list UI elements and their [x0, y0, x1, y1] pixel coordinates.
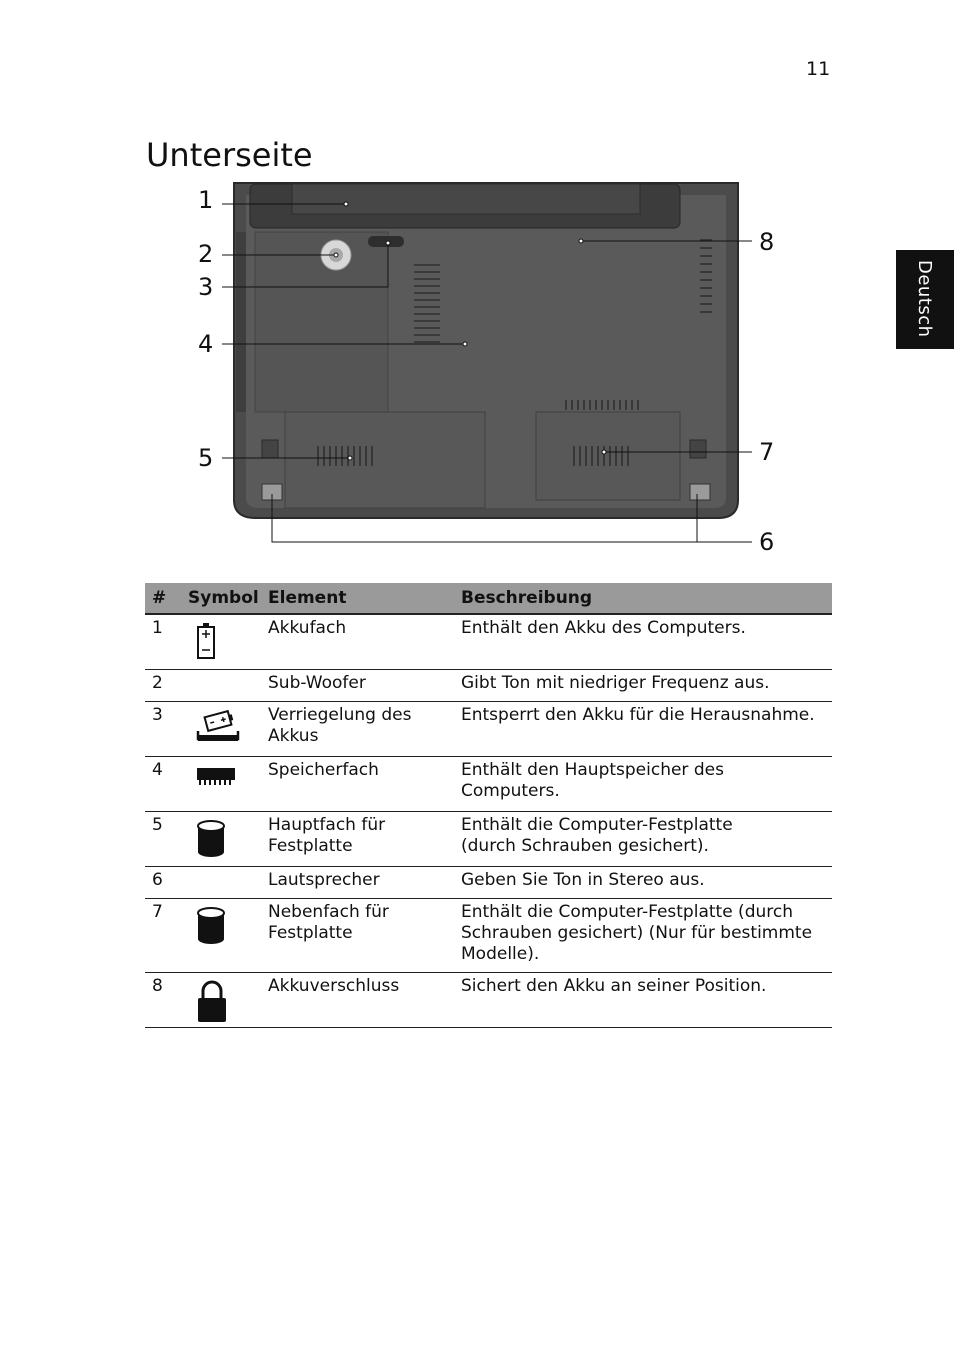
callout-2: 2	[198, 240, 214, 268]
callout-3: 3	[198, 273, 214, 301]
callout-1: 1	[198, 186, 214, 214]
page-title: Unterseite	[146, 136, 313, 175]
row-symbol	[181, 614, 261, 669]
table-row	[145, 669, 832, 701]
callout-7: 7	[759, 438, 775, 466]
callout-4: 4	[198, 330, 214, 358]
row-number: 3	[145, 701, 181, 756]
header-description: Beschreibung	[454, 583, 832, 614]
row-symbol	[181, 866, 261, 898]
memory-icon	[196, 764, 236, 786]
row-symbol	[181, 756, 261, 811]
header-element: Element	[261, 583, 454, 614]
callout-5: 5	[198, 444, 214, 472]
side-tab-label: Deutsch	[914, 260, 935, 338]
row-description: Geben Sie Ton in Stereo aus.	[454, 866, 832, 898]
row-number: 5	[145, 811, 181, 866]
row-number: 2	[145, 669, 181, 701]
row-description	[454, 811, 832, 866]
row-element: Nebenfach für Festplatte	[261, 898, 454, 972]
callout-8: 8	[759, 228, 775, 256]
battery-release-icon	[196, 709, 240, 743]
laptop-bottom-illustration	[0, 170, 954, 570]
main-hdd-bay	[285, 412, 485, 508]
page-number: 11	[806, 58, 831, 80]
lock-icon	[196, 980, 228, 1024]
row-element: Akkufach	[261, 614, 454, 669]
row-description: Enthält die Computer-Festplatte (durch Schrauben gesichert) (Nur für bestimmte Modelle).	[454, 898, 832, 972]
header-symbol: Symbol	[181, 583, 261, 614]
description-line: (durch Schrauben gesichert).	[461, 835, 709, 856]
row-description: Gibt Ton mit niedriger Frequenz aus.	[454, 669, 832, 701]
header-number: #	[145, 583, 181, 614]
row-element: Akkuverschluss	[261, 972, 454, 1027]
components-table	[145, 583, 832, 1028]
table-row	[145, 866, 832, 898]
row-number: 7	[145, 898, 181, 972]
hard-disk-icon	[196, 819, 226, 859]
row-description: Enthält den Hauptspeicher des Computers.	[454, 756, 832, 811]
description-line: Enthält die Computer-Festplatte	[461, 814, 733, 835]
row-description: Entsperrt den Akku für die Herausnahme.	[454, 701, 832, 756]
table-row	[145, 701, 832, 756]
row-symbol	[181, 701, 261, 756]
row-element: Lautsprecher	[261, 866, 454, 898]
battery-icon	[196, 622, 216, 660]
table-row	[145, 614, 832, 669]
row-symbol	[181, 669, 261, 701]
row-symbol	[181, 898, 261, 972]
row-symbol	[181, 972, 261, 1027]
row-number: 8	[145, 972, 181, 1027]
speaker-right	[690, 484, 710, 500]
row-element: Speicherfach	[261, 756, 454, 811]
row-symbol	[181, 811, 261, 866]
callout-6: 6	[759, 528, 775, 556]
row-description: Sichert den Akku an seiner Position.	[454, 972, 832, 1027]
table-row	[145, 756, 832, 811]
secondary-hdd-bay	[536, 412, 680, 500]
table-row	[145, 898, 832, 972]
row-number: 6	[145, 866, 181, 898]
row-number: 1	[145, 614, 181, 669]
table-row	[145, 811, 832, 866]
row-description: Enthält den Akku des Computers.	[454, 614, 832, 669]
table-header-row	[145, 583, 832, 614]
table-row	[145, 972, 832, 1027]
row-element: Hauptfach für Festplatte	[261, 811, 454, 866]
row-number: 4	[145, 756, 181, 811]
hard-disk-icon	[196, 906, 226, 946]
row-element: Verriegelung des Akkus	[261, 701, 454, 756]
row-element: Sub-Woofer	[261, 669, 454, 701]
